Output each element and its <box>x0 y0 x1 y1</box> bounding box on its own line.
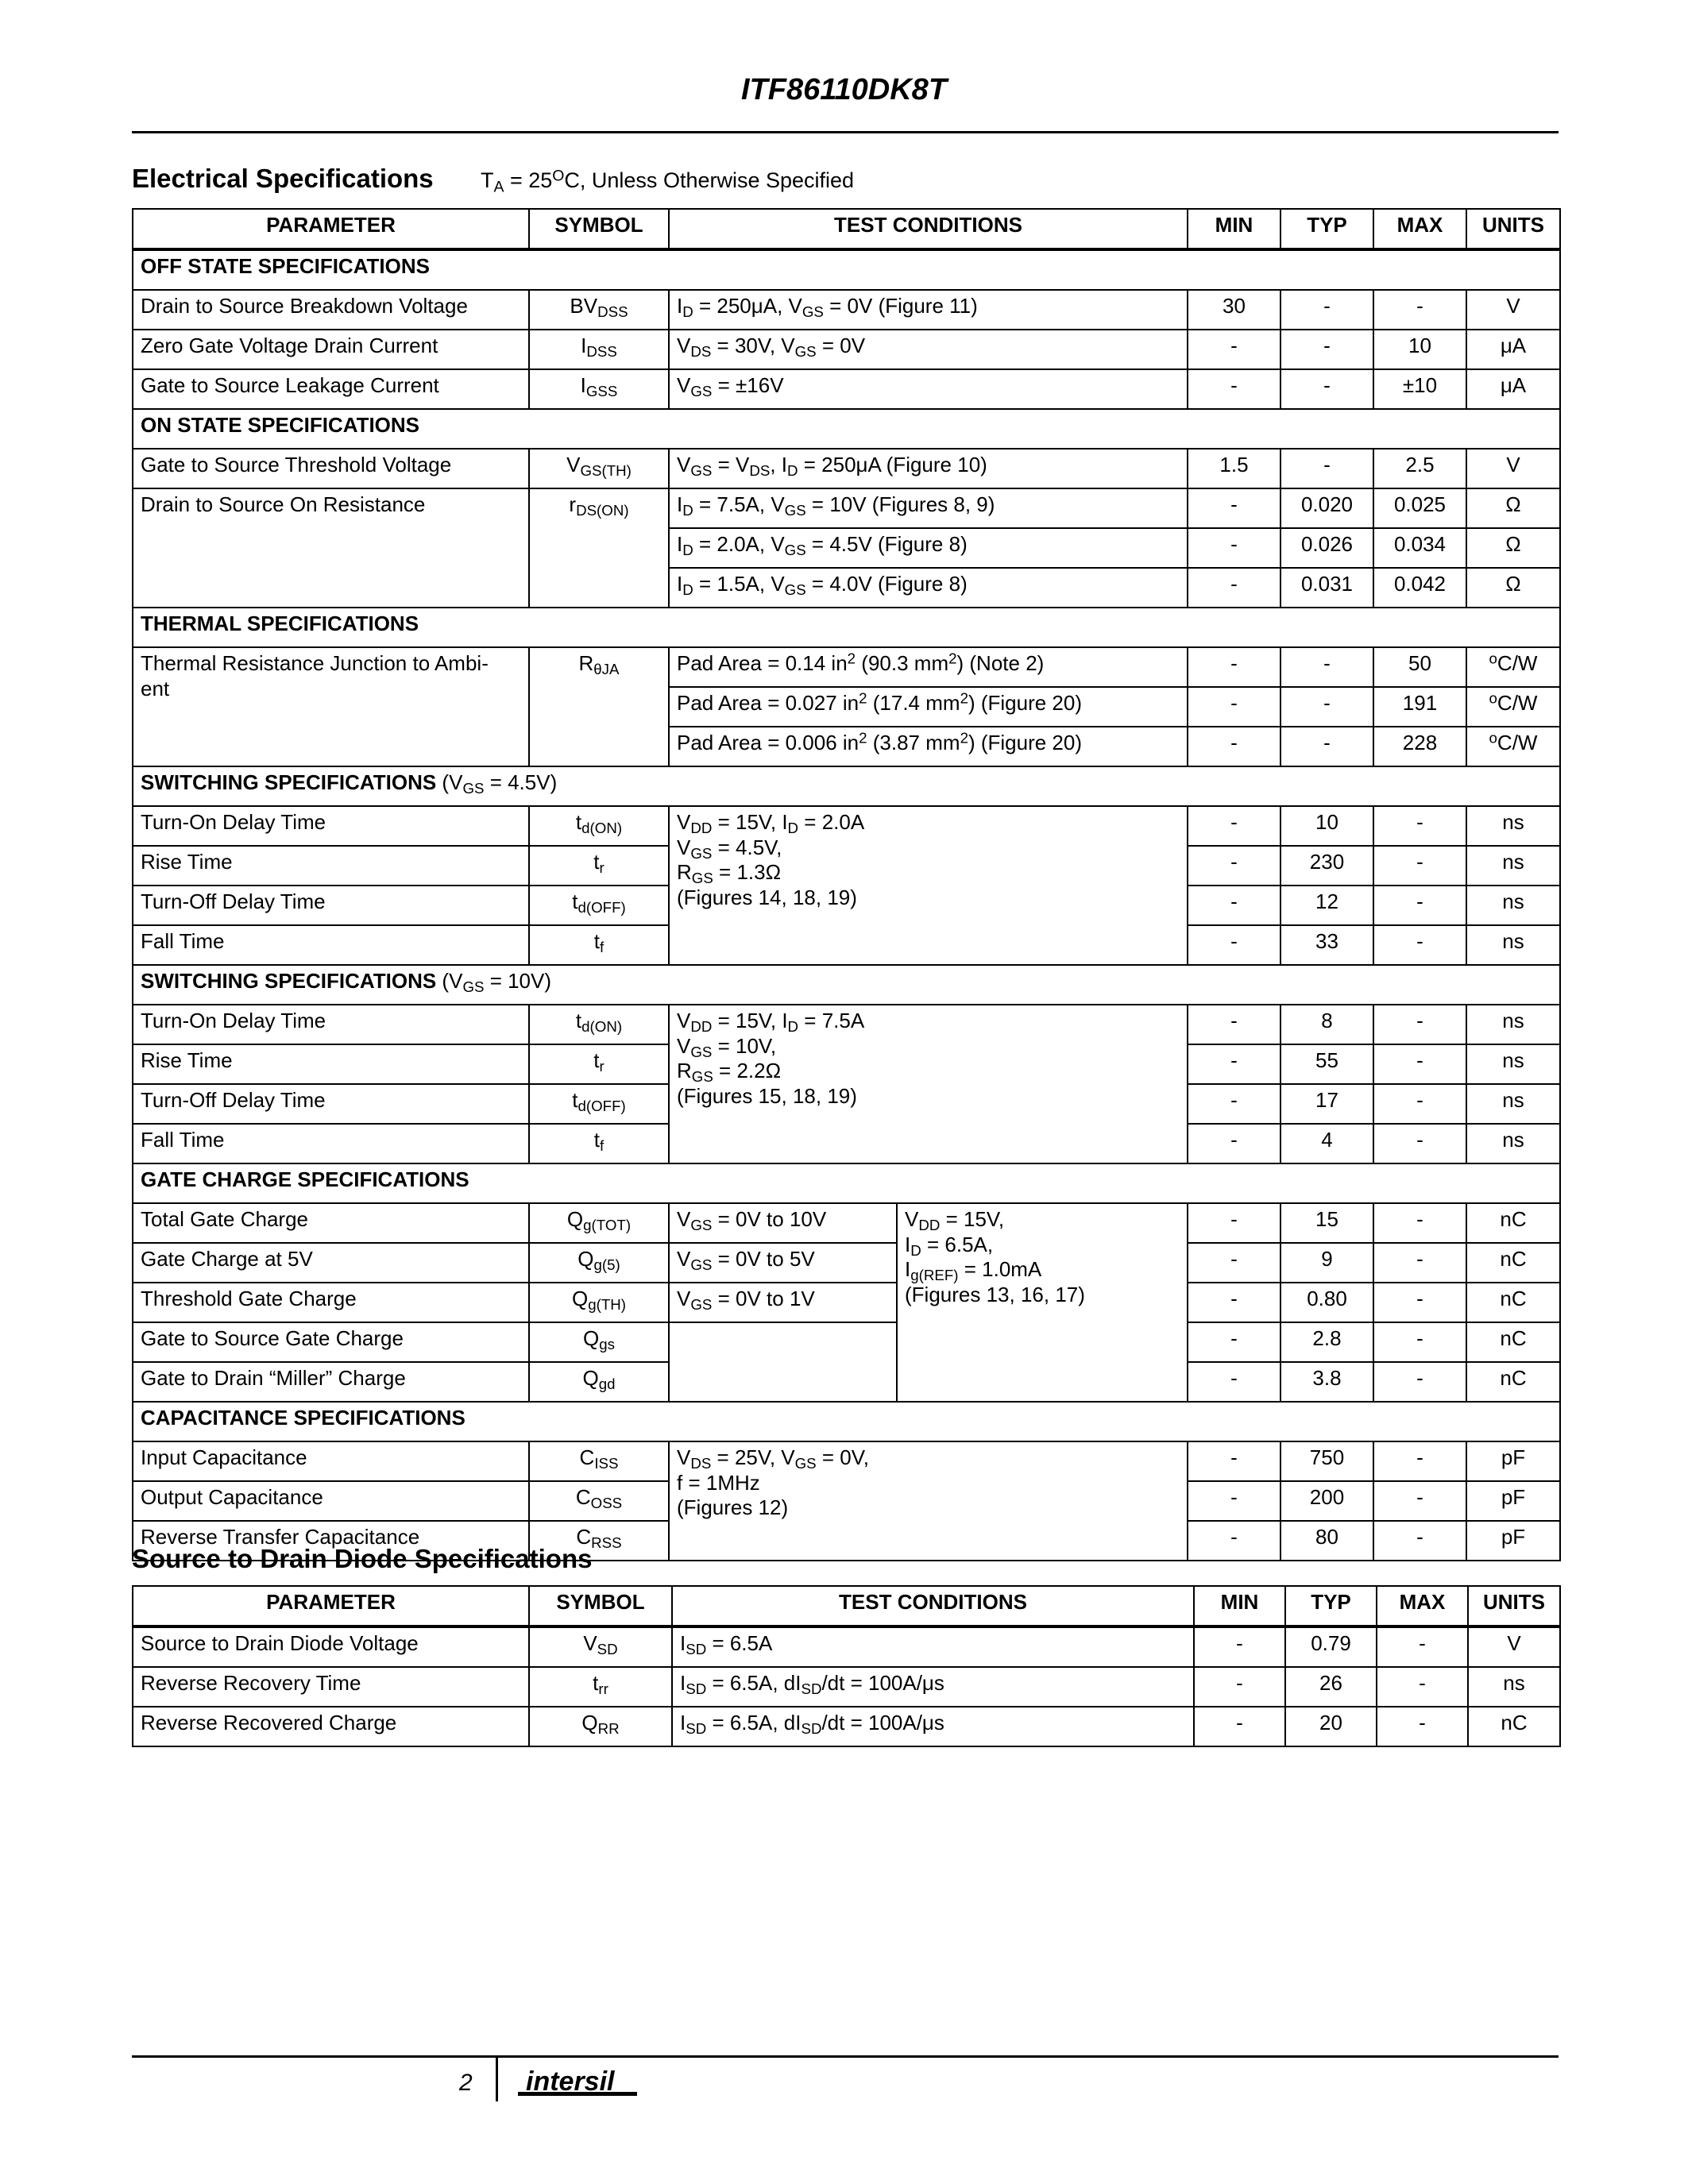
col-max: MAX <box>1377 1586 1468 1626</box>
electrical-specs-conditions: $T_A = 25^OC$, Unless Otherwise Specified <box>481 167 855 196</box>
intersil-logo <box>516 2065 659 2105</box>
col-test-conditions: TEST CONDITIONS <box>672 1586 1194 1626</box>
table-row: Fall Time $t_f$ - 4 - ns <box>133 1124 1560 1163</box>
col-parameter: PARAMETER <box>133 209 529 249</box>
section-off-state: OFF STATE SPECIFICATIONS <box>133 249 1560 290</box>
table-row: Pad Area = 0.006 $in^2$ (3.87 $mm^2$) (Figure 20) - - 228 $^o$C/W <box>133 727 1560 766</box>
col-typ: TYP <box>1285 1586 1377 1626</box>
section-row <box>133 1402 1560 1441</box>
page-number: 2 <box>459 2070 473 2096</box>
table-row: Total Gate Charge $Q_{g(TOT)}$ $V_{GS} = 0V$ to 10V $V_{DD} = 15V$, $I_D = 6.5A$, $I_{g(REF)} = 1.0mA$ (Figures 13, 16, 17) - 15 - nC <box>133 1203 1560 1243</box>
electrical-specs-table <box>132 208 1561 1561</box>
header-rule <box>132 131 1559 133</box>
table-row: Drain to Source On Resistance $r_{DS(ON)}$ $I_D = 7.5A$, $V_{GS} = 10V$ (Figures 8, 9) - 0.020 0.025 Ω <box>133 488 1560 528</box>
table-header-row <box>133 209 1560 249</box>
col-max: MAX <box>1373 209 1466 249</box>
col-units: UNITS <box>1466 209 1560 249</box>
table-row: Source to Drain Diode Voltage $V_{SD}$ $I_{SD} = 6.5A$ - 0.79 - V <box>133 1626 1560 1667</box>
section-row <box>133 249 1560 290</box>
table-row: Input Capacitance $C_{ISS}$ $V_{DS} = 25V$, $V_{GS} = 0V$, f = 1MHz (Figures 12) - 750 - pF <box>133 1441 1560 1481</box>
footer-divider <box>496 2057 498 2101</box>
section-switching-4-5v: SWITCHING SPECIFICATIONS $(V_{GS} = 4.5V)$ <box>133 766 1560 806</box>
col-min: MIN <box>1194 1586 1285 1626</box>
table-row: Turn-Off Delay Time $t_{d(OFF)}$ - 17 - ns <box>133 1084 1560 1124</box>
section-row <box>133 766 1560 806</box>
table-row: Rise Time $t_r$ - 55 - ns <box>133 1044 1560 1084</box>
section-row <box>133 965 1560 1005</box>
table-row: Threshold Gate Charge $Q_{g(TH)}$ $V_{GS} = 0V$ to 1V - 0.80 - nC <box>133 1283 1560 1322</box>
col-test-conditions: TEST CONDITIONS <box>669 209 1188 249</box>
logo-text: intersil <box>526 2066 615 2097</box>
table-row: Pad Area = 0.027 $in^2$ (17.4 $mm^2$) (Figure 20) - - 191 $^o$C/W <box>133 687 1560 727</box>
diode-specs-heading: Source to Drain Diode Specifications <box>132 1544 593 1573</box>
table-row: Reverse Transfer Capacitance $C_{RSS}$ - 80 - pF <box>133 1521 1560 1561</box>
table-row: Reverse Recovery Time $t_{rr}$ $I_{SD} = 6.5A$, $dI_{SD}/dt = 100A/\mu s$ - 26 - ns <box>133 1667 1560 1707</box>
table-row: Output Capacitance $C_{OSS}$ - 200 - pF <box>133 1481 1560 1521</box>
table-row: Turn-On Delay Time $t_{d(ON)}$ $V_{DD} = 15V$, $I_D = 2.0A$ $V_{GS} = 4.5V$, $R_{GS} = 1.3\Omega$ (Figures 14, 18, 19) - 10 - ns <box>133 806 1560 846</box>
table-row: Gate to Source Gate Charge $Q_{gs}$ - 2.8 - nC <box>133 1322 1560 1362</box>
col-parameter: PARAMETER <box>133 1586 529 1626</box>
section-row <box>133 608 1560 647</box>
section-capacitance: CAPACITANCE SPECIFICATIONS <box>133 1402 1560 1441</box>
table-row: $I_D = 1.5A$, $V_{GS} = 4.0V$ (Figure 8) - 0.031 0.042 Ω <box>133 568 1560 608</box>
table-row: $I_D = 2.0A$, $V_{GS} = 4.5V$ (Figure 8) - 0.026 0.034 Ω <box>133 528 1560 568</box>
table-row: Gate to Drain “Miller” Charge $Q_{gd}$ - 3.8 - nC <box>133 1362 1560 1402</box>
section-gate-charge: GATE CHARGE SPECIFICATIONS <box>133 1163 1560 1203</box>
table-row: Zero Gate Voltage Drain Current $I_{DSS}$ $V_{DS} = 30V$, $V_{GS} = 0V$ - - 10 μA <box>133 330 1560 369</box>
diode-specs-table <box>132 1585 1561 1747</box>
table-row: Drain to Source Breakdown Voltage $BV_{DSS}$ $I_D = 250\mu A$, $V_{GS} = 0V$ (Figure 11) 30 - - V <box>133 290 1560 330</box>
table-row: Turn-Off Delay Time $t_{d(OFF)}$ - 12 - ns <box>133 886 1560 925</box>
table-row: Rise Time $t_r$ - 230 - ns <box>133 846 1560 886</box>
table-row: Reverse Recovered Charge $Q_{RR}$ $I_{SD} = 6.5A$, $dI_{SD}/dt = 100A/\mu s$ - 20 - nC <box>133 1707 1560 1746</box>
section-switching-10v: SWITCHING SPECIFICATIONS $(V_{GS} = 10V)$ <box>133 965 1560 1005</box>
table-row: Turn-On Delay Time $t_{d(ON)}$ $V_{DD} = 15V$, $I_D = 7.5A$ $V_{GS} = 10V$, $R_{GS} = 2.2\Omega$ (Figures 15, 18, 19) - 8 - ns <box>133 1005 1560 1044</box>
col-symbol: SYMBOL <box>529 209 669 249</box>
col-units: UNITS <box>1468 1586 1560 1626</box>
section-thermal: THERMAL SPECIFICATIONS <box>133 608 1560 647</box>
table-row: Fall Time $t_f$ - 33 - ns <box>133 925 1560 965</box>
section-row <box>133 409 1560 449</box>
col-typ: TYP <box>1280 209 1373 249</box>
col-symbol: SYMBOL <box>529 1586 672 1626</box>
part-number-title: ITF86110DK8T <box>740 73 948 106</box>
electrical-specs-heading: Electrical Specifications <box>132 164 434 193</box>
section-on-state: ON STATE SPECIFICATIONS <box>133 409 1560 449</box>
footer-rule <box>132 2055 1559 2058</box>
table-row: Thermal Resistance Junction to Ambi-ent $R_{\theta JA}$ Pad Area = 0.14 $in^2$ (90.3 $mm^2$) (Note 2) - - 50 $^o$C/W <box>133 647 1560 687</box>
table-row: Gate Charge at 5V $Q_{g(5)}$ $V_{GS} = 0V$ to 5V - 9 - nC <box>133 1243 1560 1283</box>
table-row: Gate to Source Threshold Voltage $V_{GS(TH)}$ $V_{GS} = V_{DS}$, $I_D = 250\mu A$ (Figure 10) 1.5 - 2.5 V <box>133 449 1560 488</box>
section-row <box>133 1163 1560 1203</box>
table-row: Gate to Source Leakage Current $I_{GSS}$ $V_{GS} = \pm 16V$ - - ±10 μA <box>133 369 1560 409</box>
col-min: MIN <box>1188 209 1280 249</box>
table-header-row <box>133 1586 1560 1626</box>
